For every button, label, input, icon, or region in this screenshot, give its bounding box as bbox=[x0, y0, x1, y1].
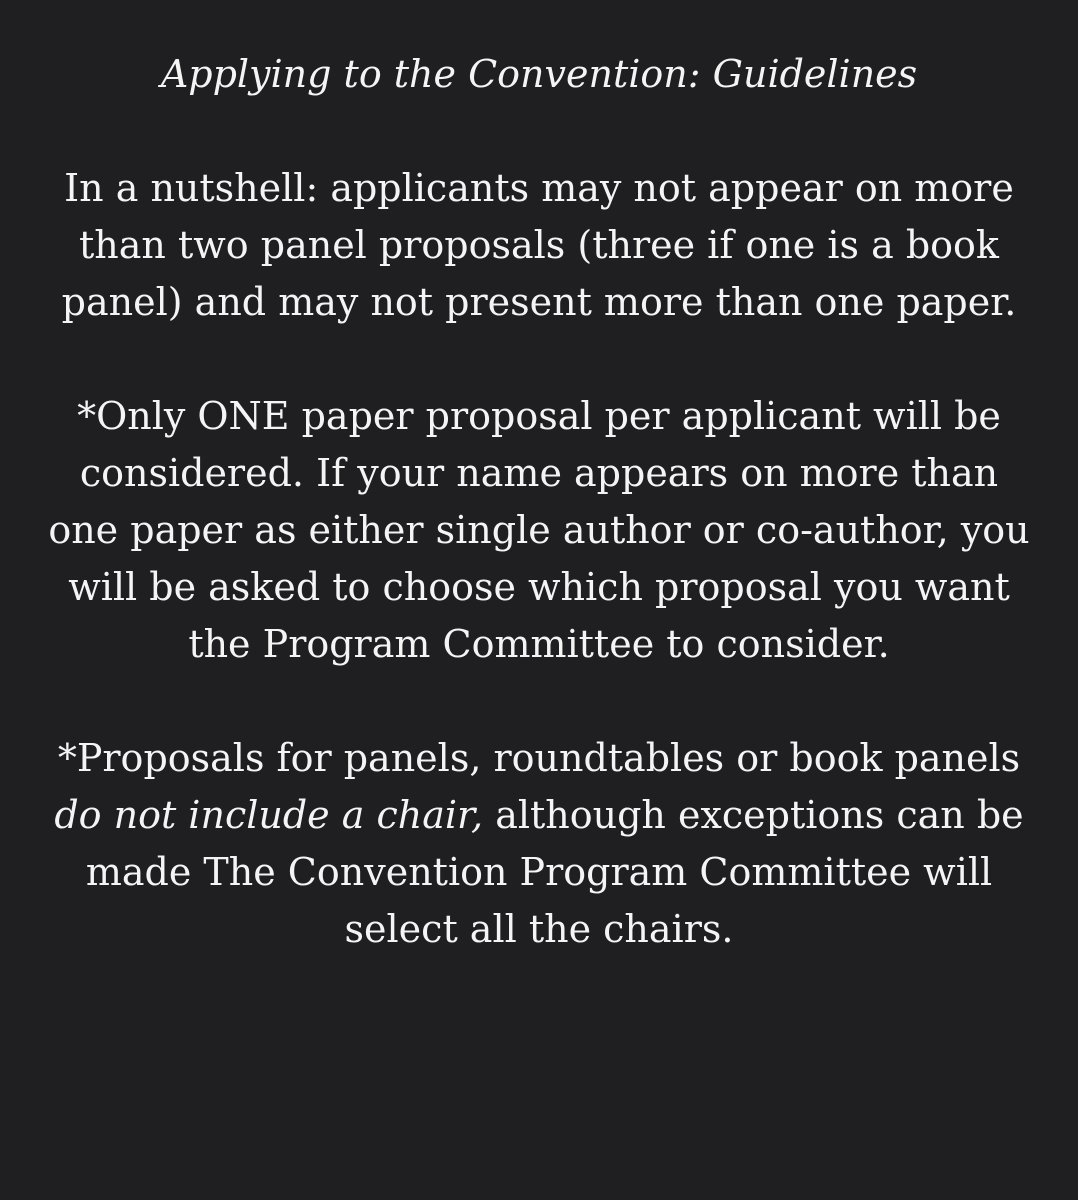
spacer bbox=[44, 103, 1034, 160]
paragraph-summary: In a nutshell: applicants may not appear on more than two panel proposals (three if one is a book panel) and may not present more than one paper. bbox=[61, 166, 1017, 324]
chairs-text-end: although exceptions can be made The Convention Program Committee will select all the chairs. bbox=[85, 793, 1024, 951]
spacer bbox=[44, 673, 1034, 730]
paragraph-paper-limit: *Only ONE paper proposal per applicant will be considered. If your name appears on more than one paper as either single author or co-author, you will be asked to choose which proposal you want the Program Committee to consider. bbox=[48, 394, 1030, 666]
document-title: Applying to the Convention: Guidelines bbox=[160, 52, 918, 96]
chairs-emphasis: do not include a chair, bbox=[54, 793, 484, 837]
spacer bbox=[44, 331, 1034, 388]
chairs-text-start: *Proposals for panels, roundtables or book panels bbox=[57, 736, 1021, 780]
paragraph-chairs bbox=[44, 730, 1034, 958]
